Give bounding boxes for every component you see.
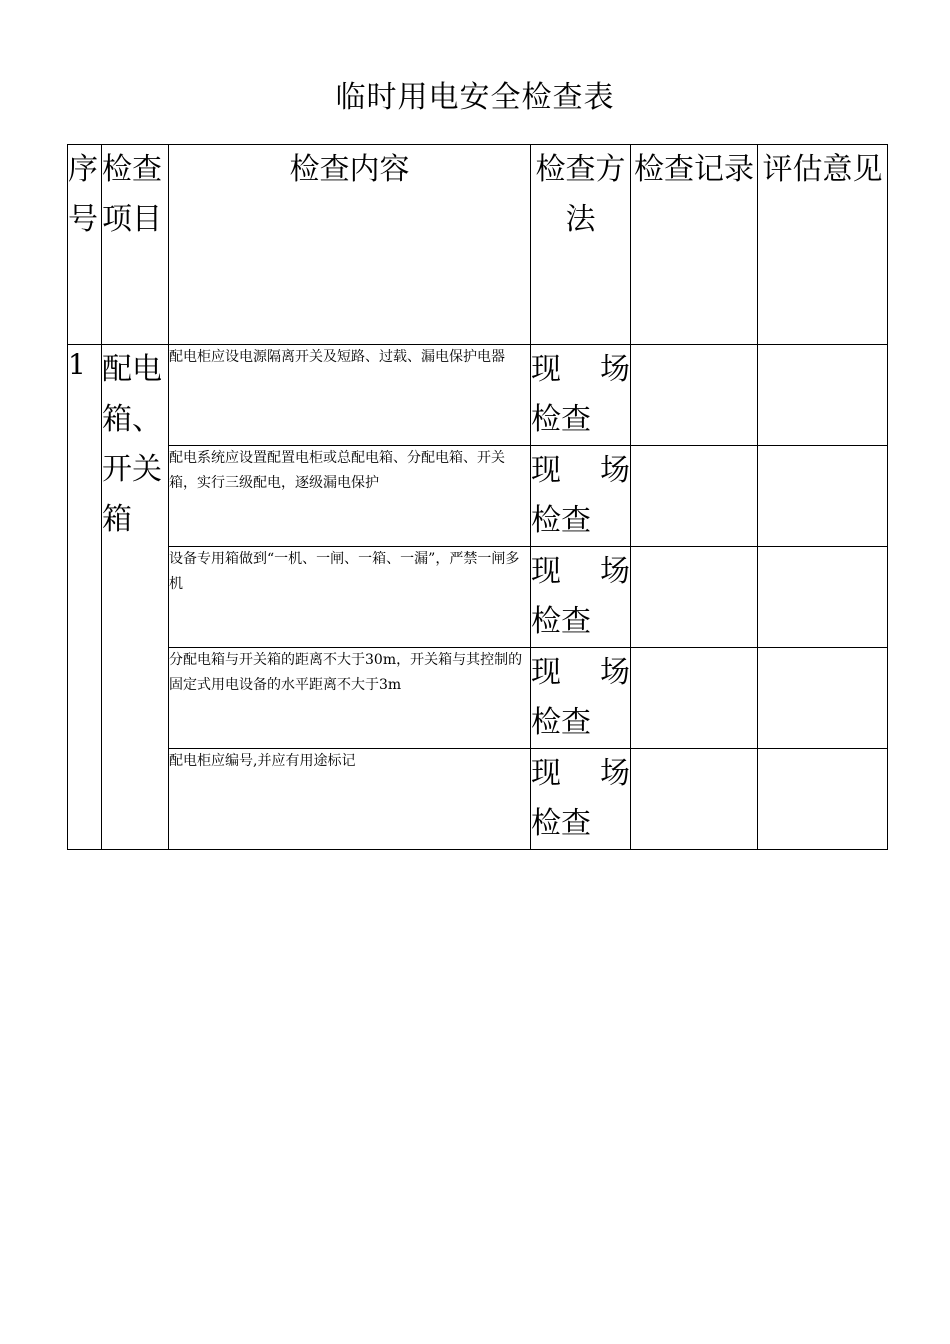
method-char: 现 <box>531 453 561 488</box>
row-opinion <box>758 446 888 547</box>
table-header-row <box>68 145 888 345</box>
header-method: 检查方法 <box>531 145 631 345</box>
group-seq: 1 <box>68 345 102 850</box>
row-opinion <box>758 345 888 446</box>
method-char: 场 <box>600 352 630 387</box>
method-char: 场 <box>600 655 630 690</box>
header-opinion: 评估意见 <box>758 145 888 345</box>
row-opinion <box>758 547 888 648</box>
row-record <box>631 446 758 547</box>
row-content: 设备专用箱做到“一机、一闸、一箱、一漏”，严禁一闸多机 <box>169 547 531 648</box>
method-text: 检查 <box>531 806 591 841</box>
table-row <box>68 648 888 749</box>
row-record <box>631 547 758 648</box>
row-method <box>531 446 631 547</box>
method-char: 现 <box>531 655 561 690</box>
method-text: 检查 <box>531 705 591 740</box>
row-method <box>531 648 631 749</box>
row-method <box>531 749 631 850</box>
method-char: 现 <box>531 554 561 589</box>
row-content: 配电柜应编号,并应有用途标记 <box>169 749 531 850</box>
row-record <box>631 749 758 850</box>
method-text: 检查 <box>531 604 591 639</box>
inspection-table <box>67 144 888 850</box>
table-row <box>68 446 888 547</box>
row-content: 配电系统应设置配置电柜或总配电箱、分配电箱、开关箱，实行三级配电，逐级漏电保护 <box>169 446 531 547</box>
header-record: 检查记录 <box>631 145 758 345</box>
method-char: 现 <box>531 352 561 387</box>
header-item: 检查项目 <box>102 145 169 345</box>
method-char: 现 <box>531 756 561 791</box>
row-record <box>631 345 758 446</box>
row-method <box>531 547 631 648</box>
method-text: 检查 <box>531 503 591 538</box>
method-text: 检查 <box>531 402 591 437</box>
table-row <box>68 345 888 446</box>
row-content: 分配电箱与开关箱的距离不大于30m，开关箱与其控制的固定式用电设备的水平距离不大于3m <box>169 648 531 749</box>
header-content: 检查内容 <box>169 145 531 345</box>
row-opinion <box>758 648 888 749</box>
row-opinion <box>758 749 888 850</box>
table-row <box>68 547 888 648</box>
method-char: 场 <box>600 453 630 488</box>
row-method <box>531 345 631 446</box>
group-item: 配电箱、开关箱 <box>102 345 169 850</box>
row-content: 配电柜应设电源隔离开关及短路、过载、漏电保护电器 <box>169 345 531 446</box>
table-row <box>68 749 888 850</box>
method-char: 场 <box>600 756 630 791</box>
page-title: 临时用电安全检查表 <box>335 80 615 115</box>
row-record <box>631 648 758 749</box>
method-char: 场 <box>600 554 630 589</box>
header-seq: 序号 <box>68 145 102 345</box>
